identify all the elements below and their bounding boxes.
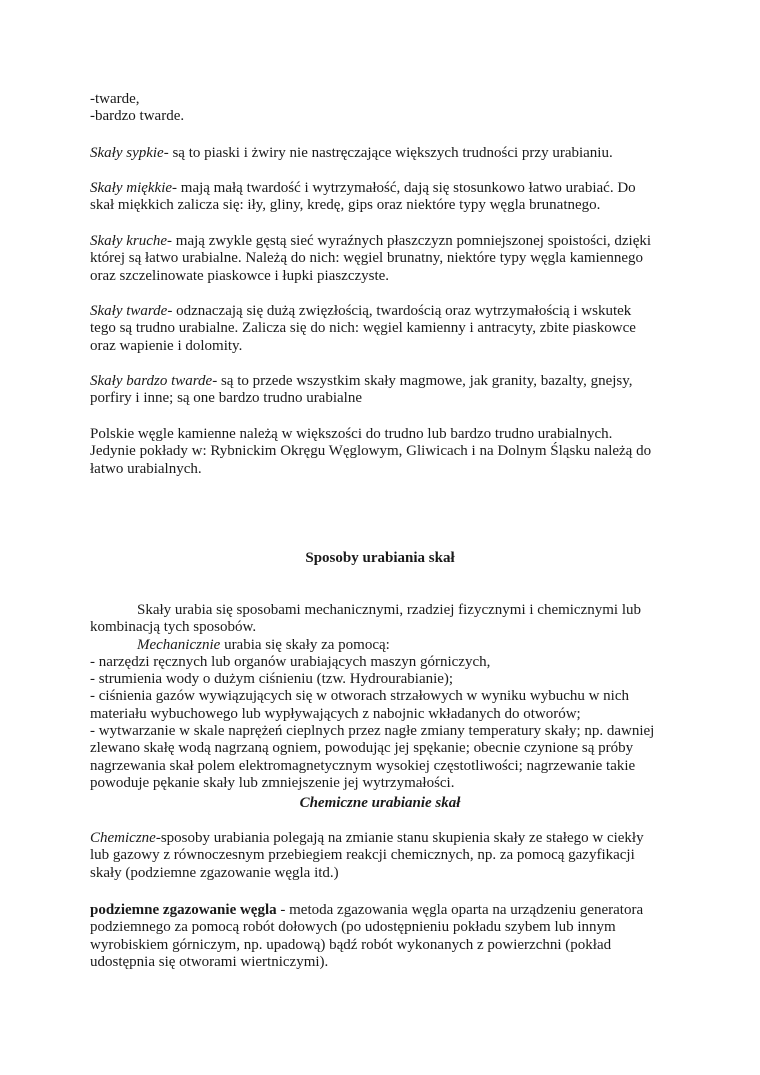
text-line: Polskie węgle kamienne należą w większości do trudno lub bardzo trudno urabialnych. bbox=[90, 426, 613, 442]
paragraph-kruche bbox=[90, 233, 690, 285]
term-twarde: Skały twarde bbox=[90, 303, 168, 319]
paragraph-polskie bbox=[90, 426, 690, 478]
text-line: porfiry i inne; są one bardzo trudno urabialne bbox=[90, 390, 362, 407]
text-line: Jedynie pokłady w: Rybnickim Okręgu Węglowym, Gliwicach i na Dolnym Śląsku należą do bbox=[90, 443, 652, 460]
term-mechanicznie: Mechanicznie bbox=[137, 636, 221, 653]
text-line: łatwo urabialnych. bbox=[90, 460, 202, 477]
text-line: - odznaczają się dużą zwięzłością, twardością oraz wytrzymałością i wskutek bbox=[167, 303, 632, 319]
hardness-list bbox=[90, 91, 690, 126]
paragraph-intro bbox=[90, 602, 690, 792]
list-item: -twarde, bbox=[90, 91, 140, 107]
paragraph-twarde bbox=[90, 303, 690, 355]
text-line: oraz szczelinowate piaskowce i łupki piaszczyste. bbox=[90, 267, 390, 284]
paragraph-sypkie bbox=[90, 145, 690, 162]
list-item: zlewano skałę wodą nagrzaną ogniem, powodując jej spękanie; obecnie czynione są próby bbox=[90, 740, 634, 757]
paragraph-bardzo-twarde bbox=[90, 373, 690, 408]
text-line: -sposoby urabiania polegają na zmianie stanu skupienia skały ze stałego w ciekły bbox=[155, 830, 644, 846]
paragraph-miekkie bbox=[90, 180, 690, 215]
list-item: - narzędzi ręcznych lub organów urabiających maszyn górniczych, bbox=[90, 653, 491, 670]
text-line: - mają małą twardość i wytrzymałość, dają się stosunkowo łatwo urabiać. Do bbox=[172, 180, 636, 196]
text-line: - są to piaski i żwiry nie nastręczające większych trudności przy urabianiu. bbox=[163, 145, 613, 161]
text-line: tego są trudno urabialne. Zalicza się do nich: węgiel kamienny i antracyty, zbite piaskowce bbox=[90, 320, 636, 337]
text-line: skały (podziemne zgazowanie węgla itd.) bbox=[90, 864, 339, 881]
term-kruche: Skały kruche bbox=[90, 233, 168, 249]
list-item: -bardzo twarde. bbox=[90, 108, 185, 125]
term-sypkie: Skały sypkie bbox=[90, 145, 164, 161]
text-line: - mają zwykle gęstą sieć wyraźnych płaszczyzn pomniejszonej spoistości, dzięki bbox=[167, 233, 652, 249]
subsection-title: Chemiczne urabianie skał bbox=[299, 795, 461, 811]
list-item: - strumienia wody o dużym ciśnieniu (tzw. Hydrourabianie); bbox=[90, 671, 454, 688]
text-line: urabia się skały za pomocą: bbox=[220, 636, 390, 653]
text-line: której są łatwo urabialne. Należą do nich: węgiel brunatny, niektóre typy węgla kamiennego bbox=[90, 250, 644, 267]
list-item: - wytwarzanie w skale naprężeń cieplnych przez nagłe zmiany temperatury skały; np. dawniej bbox=[90, 723, 655, 740]
term-chemiczne: Chemiczne bbox=[90, 830, 156, 846]
text-line: wyrobiskiem górniczym, np. upadową) bądź robót wykonanych z powierzchni (pokład bbox=[90, 936, 612, 953]
text-line: lub gazowy z równoczesnym przebiegiem reakcji chemicznych, np. za pomocą gazyfikacji bbox=[90, 847, 635, 864]
text-line: kombinacją tych sposobów. bbox=[90, 619, 257, 636]
list-item: - ciśnienia gazów wywiązujących się w otworach strzałowych w wyniku wybuchu w nich bbox=[90, 688, 630, 705]
list-item: materiału wybuchowego lub wypływających z nabojnic wkładanych do otworów; bbox=[90, 705, 581, 722]
list-item: nagrzewania skał polem elektromagnetycznym wysokiej częstotliwości; nagrzewanie takie bbox=[90, 757, 636, 774]
text-line: oraz wapienie i dolomity. bbox=[90, 337, 243, 354]
list-item: powoduje pękanie skały lub zmniejszenie jej wytrzymałości. bbox=[90, 774, 455, 791]
text-line: - są to przede wszystkim skały magmowe, jak granity, bazalty, gnejsy, bbox=[212, 373, 633, 389]
term-zgazowanie: podziemne zgazowanie węgla bbox=[90, 902, 277, 918]
term-bardzo-twarde: Skały bardzo twarde bbox=[90, 373, 213, 389]
text-line: podziemnego za pomocą robót dołowych (po udostępnieniu pokładu szybem lub innym bbox=[90, 919, 616, 936]
paragraph-chemiczne bbox=[90, 830, 690, 882]
text-line: udostępnia się otworami wiertniczymi). bbox=[90, 953, 329, 970]
section-title: Sposoby urabiania skał bbox=[305, 550, 455, 566]
text-line: skał miękkich zalicza się: iły, gliny, kredę, gips oraz niektóre typy węgla brunatnego. bbox=[90, 197, 601, 214]
term-miekkie: Skały miękkie bbox=[90, 180, 173, 196]
text-line: Skały urabia się sposobami mechanicznymi, rzadziej fizycznymi i chemicznymi lub bbox=[137, 602, 642, 618]
paragraph-zgazowanie bbox=[90, 902, 690, 971]
text-line: - metoda zgazowania węgla oparta na urządzeniu generatora bbox=[276, 902, 644, 918]
